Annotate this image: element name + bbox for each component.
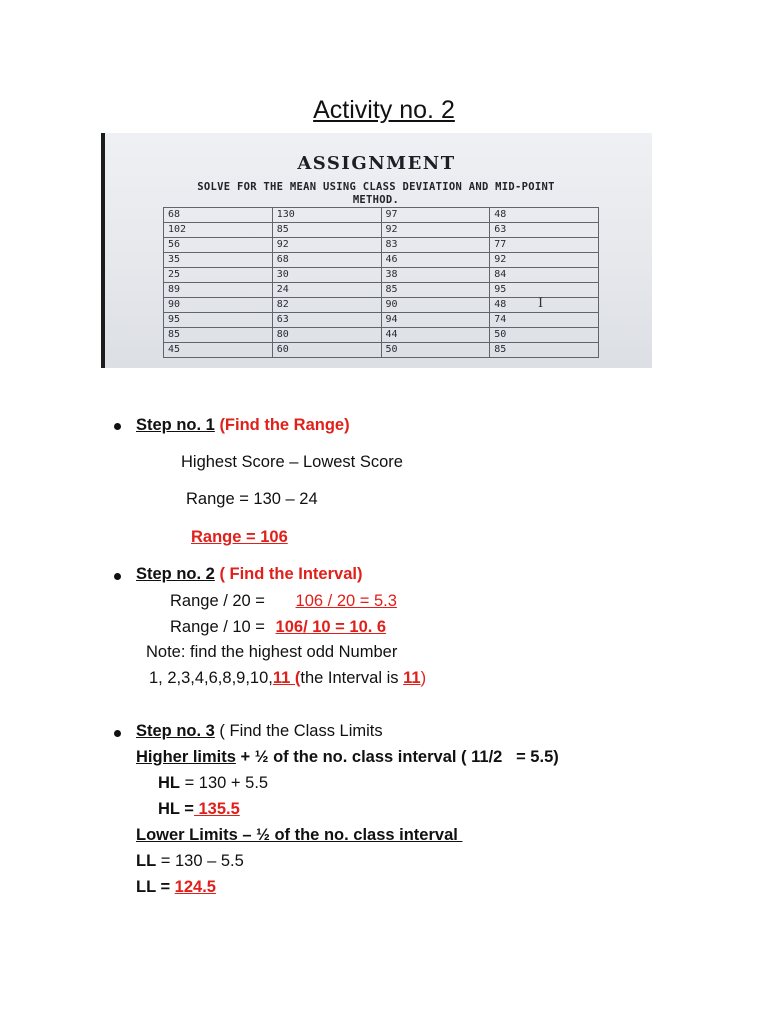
step-2-label: Step no. 2 (136, 565, 215, 583)
table-row (164, 268, 599, 283)
table-row (164, 298, 599, 313)
table-cell: 92 (490, 253, 599, 268)
sequence-prefix: 1, 2,3,4,6,8,9,10, (149, 669, 273, 687)
step-2-line-1-left: Range / 20 = (170, 592, 265, 610)
table-cell: 60 (272, 343, 381, 358)
table-cell: 68 (164, 208, 273, 223)
table-cell: 35 (164, 253, 273, 268)
ll-calc-label: LL (136, 852, 157, 870)
table-cell: 102 (164, 223, 273, 238)
table-cell: 97 (381, 208, 490, 223)
table-cell: 92 (381, 223, 490, 238)
table-cell: 84 (490, 268, 599, 283)
sequence-value: 11 (403, 669, 421, 687)
step-2-line-2-left: Range / 10 = (170, 618, 265, 636)
table-cell: 63 (272, 313, 381, 328)
step-1-label: Step no. 1 (136, 416, 215, 434)
table-cell: 45 (164, 343, 273, 358)
ll-calc (136, 852, 244, 871)
table-cell: 92 (272, 238, 381, 253)
table-cell: 48 (490, 298, 599, 313)
table-cell: 44 (381, 328, 490, 343)
hl-result-label: HL = (158, 800, 194, 818)
table-cell: 90 (381, 298, 490, 313)
ll-result-value: 124.5 (174, 878, 216, 896)
table-cell: 90 (164, 298, 273, 313)
step-2-desc: ( Find the Interval) (219, 565, 363, 583)
step-1-result: Range = 106 (191, 528, 288, 546)
table-cell: 83 (381, 238, 490, 253)
table-cell: 63 (490, 223, 599, 238)
table-cell: 56 (164, 238, 273, 253)
bullet-step-1 (114, 423, 121, 430)
table-cell: 85 (490, 343, 599, 358)
table-row (164, 208, 599, 223)
hl-calc (158, 774, 268, 793)
table-cell: 24 (272, 283, 381, 298)
table-cell: 85 (381, 283, 490, 298)
hl-result-value: 135.5 (193, 800, 240, 818)
hl-result (158, 800, 240, 819)
table-cell: 77 (490, 238, 599, 253)
page-title: Activity no. 2 (313, 96, 455, 124)
hl-heading-underlined: Higher limits (136, 748, 236, 766)
table-cell: 50 (381, 343, 490, 358)
step-1-desc: (Find the Range) (219, 416, 350, 434)
table-cell: 94 (381, 313, 490, 328)
step-1-heading (136, 416, 350, 435)
bullet-step-3 (114, 730, 121, 737)
step-2-line-1-right: 106 / 20 = 5.3 (295, 592, 397, 610)
step-1-calc: Range = 130 – 24 (186, 490, 318, 508)
table-cell: 80 (272, 328, 381, 343)
table-cell: 85 (164, 328, 273, 343)
table-row (164, 253, 599, 268)
table-cell: 38 (381, 268, 490, 283)
instruction-line-1: SOLVE FOR THE MEAN USING CLASS DEVIATION AND MID-POINT (197, 181, 555, 193)
step-2-note: Note: find the highest odd Number (146, 643, 398, 661)
bullet-step-2 (114, 573, 121, 580)
table-cell: 95 (490, 283, 599, 298)
ll-result-label: LL = (136, 878, 175, 896)
table-cell: 48 (490, 208, 599, 223)
table-cell: 95 (164, 313, 273, 328)
table-cell: 50 (490, 328, 599, 343)
table-cell: 85 (272, 223, 381, 238)
table-cell: 82 (272, 298, 381, 313)
step-2-line-2 (170, 618, 386, 637)
sequence-highlight: 11 ( (272, 669, 301, 687)
table-cell: 46 (381, 253, 490, 268)
assignment-instruction (131, 177, 621, 206)
table-row (164, 223, 599, 238)
table-row (164, 313, 599, 328)
ll-heading: Lower Limits – ½ of the no. class interval (136, 826, 463, 844)
table-cell: 30 (272, 268, 381, 283)
hl-calc-value: = 130 + 5.5 (180, 774, 269, 792)
sequence-mid: the Interval is (300, 669, 404, 687)
step-2-heading (136, 565, 362, 584)
step-2-sequence (149, 669, 426, 688)
scores-table (163, 207, 599, 358)
sequence-close: ) (420, 669, 427, 687)
ll-calc-value: = 130 – 5.5 (156, 852, 244, 870)
table-row (164, 283, 599, 298)
table-cell: 25 (164, 268, 273, 283)
step-3-label: Step no. 3 (136, 722, 215, 740)
table-cell: 130 (272, 208, 381, 223)
instruction-line-2: METHOD. (352, 194, 400, 206)
step-2-line-1 (170, 592, 397, 611)
table-row (164, 238, 599, 253)
step-2-line-2-right: 106/ 10 = 10. 6 (275, 618, 387, 636)
hl-calc-label: HL (158, 774, 180, 792)
table-row (164, 343, 599, 358)
step-3-heading (136, 722, 383, 741)
table-cell: 74 (490, 313, 599, 328)
step-3-desc: ( Find the Class Limits (214, 722, 383, 740)
table-cell: 89 (164, 283, 273, 298)
assignment-photo (101, 133, 652, 368)
hl-heading (136, 748, 559, 767)
table-row (164, 328, 599, 343)
table-cell: 68 (272, 253, 381, 268)
ll-result (136, 878, 216, 897)
hl-heading-rest: + ½ of the no. class interval ( 11/2 = 5.5) (235, 748, 559, 766)
assignment-heading: ASSIGNMENT (297, 153, 456, 174)
step-1-formula: Highest Score – Lowest Score (181, 453, 403, 471)
text-cursor-icon: I (538, 296, 544, 311)
